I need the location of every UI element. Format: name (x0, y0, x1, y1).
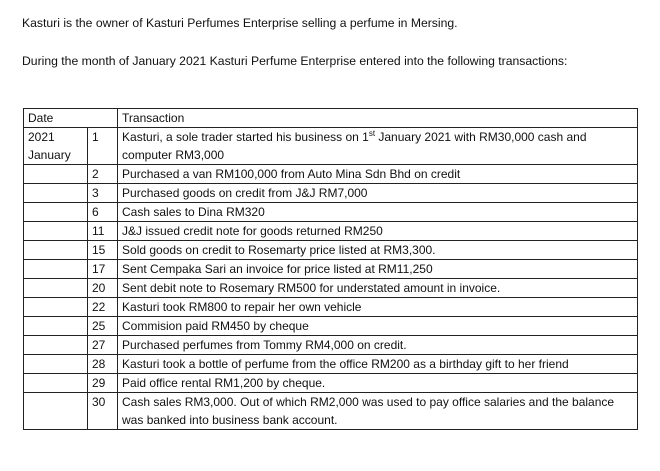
transactions-table (23, 108, 638, 430)
day-cell: 27 (88, 336, 118, 355)
day-cell: 2 (88, 165, 118, 184)
transaction-cell: Sent Cempaka Sari an invoice for price listed at RM11,250 (118, 260, 638, 279)
year-label: 2021 (28, 130, 55, 144)
date-spacer-cell (24, 393, 88, 430)
date-spacer-cell (24, 355, 88, 374)
date-spacer-cell (24, 241, 88, 260)
table-row (24, 355, 638, 374)
date-spacer-cell (24, 184, 88, 203)
day-cell: 11 (88, 222, 118, 241)
table-row (24, 298, 638, 317)
table-row (24, 279, 638, 298)
table-row (24, 393, 638, 430)
transaction-cell: Cash sales RM3,000. Out of which RM2,000 was used to pay office salaries and the balance was banked into business bank account. (118, 393, 638, 430)
transaction-cell: Kasturi took RM800 to repair her own vehicle (118, 298, 638, 317)
table-row (24, 184, 638, 203)
transaction-cell: Cash sales to Dina RM320 (118, 203, 638, 222)
table-row (24, 222, 638, 241)
day-cell: 25 (88, 317, 118, 336)
day-cell: 17 (88, 260, 118, 279)
date-spacer-cell (24, 298, 88, 317)
transaction-cell: Paid office rental RM1,200 by cheque. (118, 374, 638, 393)
transaction-cell: Kasturi took a bottle of perfume from the office RM200 as a birthday gift to her friend (118, 355, 638, 374)
table-row (24, 165, 638, 184)
table-row (24, 374, 638, 393)
intro-paragraph: Kasturi is the owner of Kasturi Perfumes Enterprise selling a perfume in Mersing. (22, 16, 458, 30)
year-month-cell (24, 128, 88, 165)
day-cell: 29 (88, 374, 118, 393)
transaction-cell: Kasturi, a sole trader started his business on 1st January 2021 with RM30,000 cash and computer RM3,000 (118, 128, 638, 165)
day-cell: 1 (88, 128, 118, 165)
date-spacer-cell (24, 222, 88, 241)
date-spacer-cell (24, 260, 88, 279)
transaction-cell: Sent debit note to Rosemary RM500 for understated amount in invoice. (118, 279, 638, 298)
day-cell: 28 (88, 355, 118, 374)
ordinal-suffix: st (368, 129, 376, 138)
transaction-cell: J&J issued credit note for goods returned RM250 (118, 222, 638, 241)
day-cell: 20 (88, 279, 118, 298)
day-cell: 30 (88, 393, 118, 430)
transaction-cell: Purchased perfumes from Tommy RM4,000 on credit. (118, 336, 638, 355)
transaction-cell: Purchased a van RM100,000 from Auto Mina Sdn Bhd on credit (118, 165, 638, 184)
date-spacer-cell (24, 317, 88, 336)
transaction-cell: Purchased goods on credit from J&J RM7,000 (118, 184, 638, 203)
day-cell: 22 (88, 298, 118, 317)
date-spacer-cell (24, 165, 88, 184)
transaction-cell: Sold goods on credit to Rosemarty price listed at RM3,300. (118, 241, 638, 260)
transactions-intro-paragraph: During the month of January 2021 Kasturi Perfume Enterprise entered into the following transactions: (22, 54, 568, 68)
date-spacer-cell (24, 203, 88, 222)
month-label: January (28, 148, 71, 162)
day-cell: 15 (88, 241, 118, 260)
transaction-cell: Commision paid RM450 by cheque (118, 317, 638, 336)
day-cell: 6 (88, 203, 118, 222)
table-row (24, 128, 638, 165)
date-header: Date (24, 109, 118, 128)
table-row (24, 317, 638, 336)
table-row (24, 241, 638, 260)
day-cell: 3 (88, 184, 118, 203)
table-header-row (24, 109, 638, 128)
date-spacer-cell (24, 279, 88, 298)
date-spacer-cell (24, 374, 88, 393)
transaction-header: Transaction (118, 109, 638, 128)
table-row (24, 336, 638, 355)
table-row (24, 203, 638, 222)
table-row (24, 260, 638, 279)
date-spacer-cell (24, 336, 88, 355)
